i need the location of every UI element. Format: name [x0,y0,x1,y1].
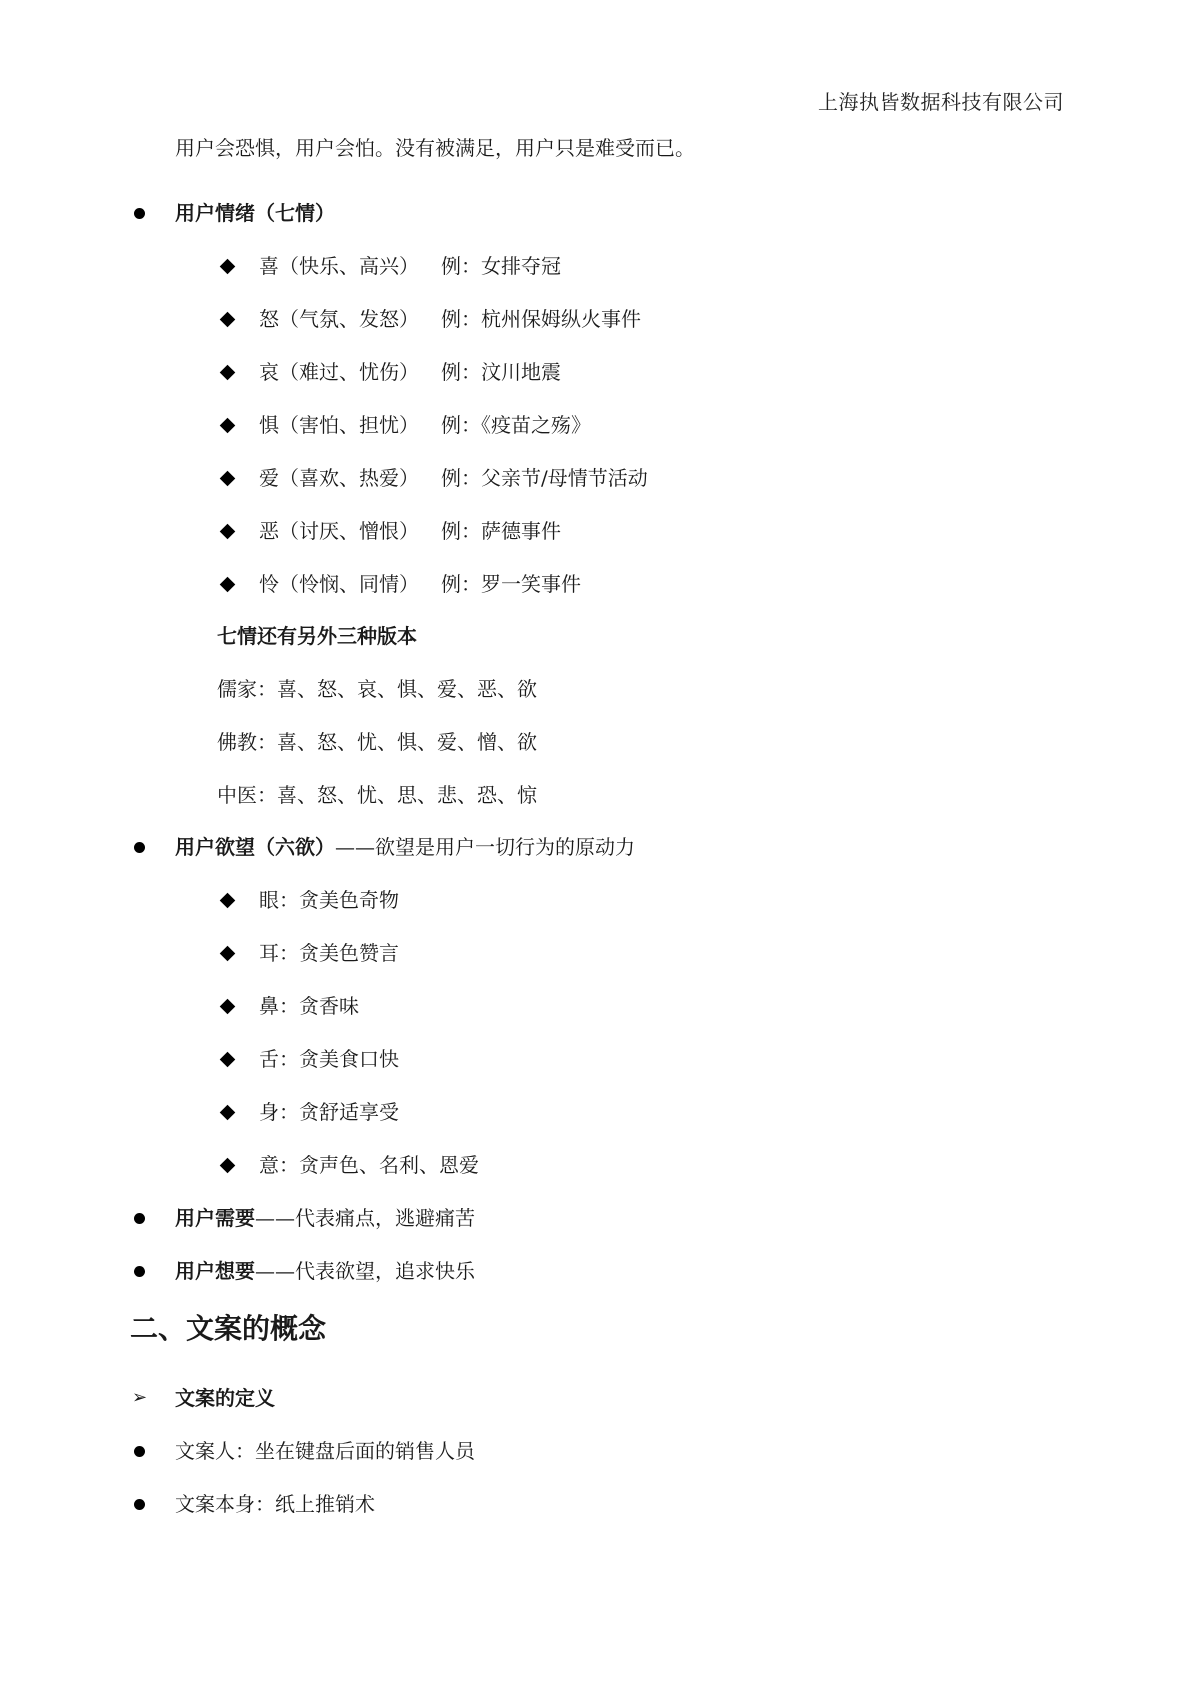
versions-title: 七情还有另外三种版本 [217,624,417,648]
diamond-bullet-icon [220,999,236,1015]
diamond-bullet-icon [220,1105,236,1121]
emotion-item-example: 例：汶川地震 [441,360,561,384]
section2-subheading: 文案的定义 [175,1386,275,1410]
diamond-bullet-icon [220,893,236,909]
emotion-item-name: 喜（快乐、高兴） [259,254,419,278]
diamond-bullet-icon [220,365,236,381]
diamond-bullet-icon [220,946,236,962]
section2-item: 文案本身：纸上推销术 [175,1492,375,1516]
diamond-bullet-icon [220,1158,236,1174]
needs-text: ——代表痛点，逃避痛苦 [255,1206,475,1230]
desire-item: 耳：贪美色赞言 [259,941,399,965]
diamond-bullet-icon [220,312,236,328]
desire-item: 身：贪舒适享受 [259,1100,399,1124]
needs-title: 用户需要 [175,1206,255,1230]
diamond-bullet-icon [220,577,236,593]
emotion-item-example: 例：罗一笑事件 [441,572,581,596]
section2-heading: 二、文案的概念 [130,1312,327,1345]
emotion-item-name: 惧（害怕、担忧） [259,413,419,437]
wants-line [175,1258,475,1284]
bullet-dot-icon [134,208,145,219]
desires-heading [175,834,635,860]
desire-item: 意：贪声色、名利、恩爱 [259,1153,479,1177]
desire-item: 眼：贪美色奇物 [259,888,399,912]
desire-item: 舌：贪美食口快 [259,1047,399,1071]
emotions-title: 用户情绪（七情） [175,201,335,225]
intro-paragraph: 用户会恐惧，用户会怕。没有被满足，用户只是难受而已。 [175,136,695,160]
version-item: 佛教：喜、怒、忧、惧、爱、憎、欲 [217,730,537,754]
emotion-item-example: 例：杭州保姆纵火事件 [441,307,641,331]
desires-subtitle: ——欲望是用户一切行为的原动力 [335,835,635,859]
emotion-item-example: 例：《疫苗之殇》 [441,413,591,437]
emotion-item-example: 例：萨德事件 [441,519,561,543]
emotion-item-example: 例：女排夺冠 [441,254,561,278]
diamond-bullet-icon [220,471,236,487]
version-item: 中医：喜、怒、忧、思、悲、恐、惊 [217,783,537,807]
diamond-bullet-icon [220,418,236,434]
version-item: 儒家：喜、怒、哀、惧、爱、恶、欲 [217,677,537,701]
emotion-item-name: 怜（怜悯、同情） [259,572,419,596]
section2-item: 文案人：坐在键盘后面的销售人员 [175,1439,475,1463]
emotion-item-name: 哀（难过、忧伤） [259,360,419,384]
emotion-item-name: 怒（气氛、发怒） [259,307,419,331]
bullet-dot-icon [134,842,145,853]
needs-line [175,1205,475,1231]
bullet-dot-icon [134,1499,145,1510]
bullet-dot-icon [134,1266,145,1277]
bullet-dot-icon [134,1213,145,1224]
bullet-dot-icon [134,1446,145,1457]
wants-title: 用户想要 [175,1259,255,1283]
emotion-item-example: 例：父亲节/母情节活动 [441,466,648,490]
desires-title: 用户欲望（六欲） [175,835,335,859]
emotion-item-name: 恶（讨厌、憎恨） [259,519,419,543]
diamond-bullet-icon [220,524,236,540]
header-company: 上海执皆数据科技有限公司 [818,90,1064,114]
arrow-bullet-icon: ➢ [132,1387,148,1408]
diamond-bullet-icon [220,1052,236,1068]
emotion-item-name: 爱（喜欢、热爱） [259,466,419,490]
desire-item: 鼻：贪香味 [259,994,359,1018]
diamond-bullet-icon [220,259,236,275]
wants-text: ——代表欲望，追求快乐 [255,1259,475,1283]
